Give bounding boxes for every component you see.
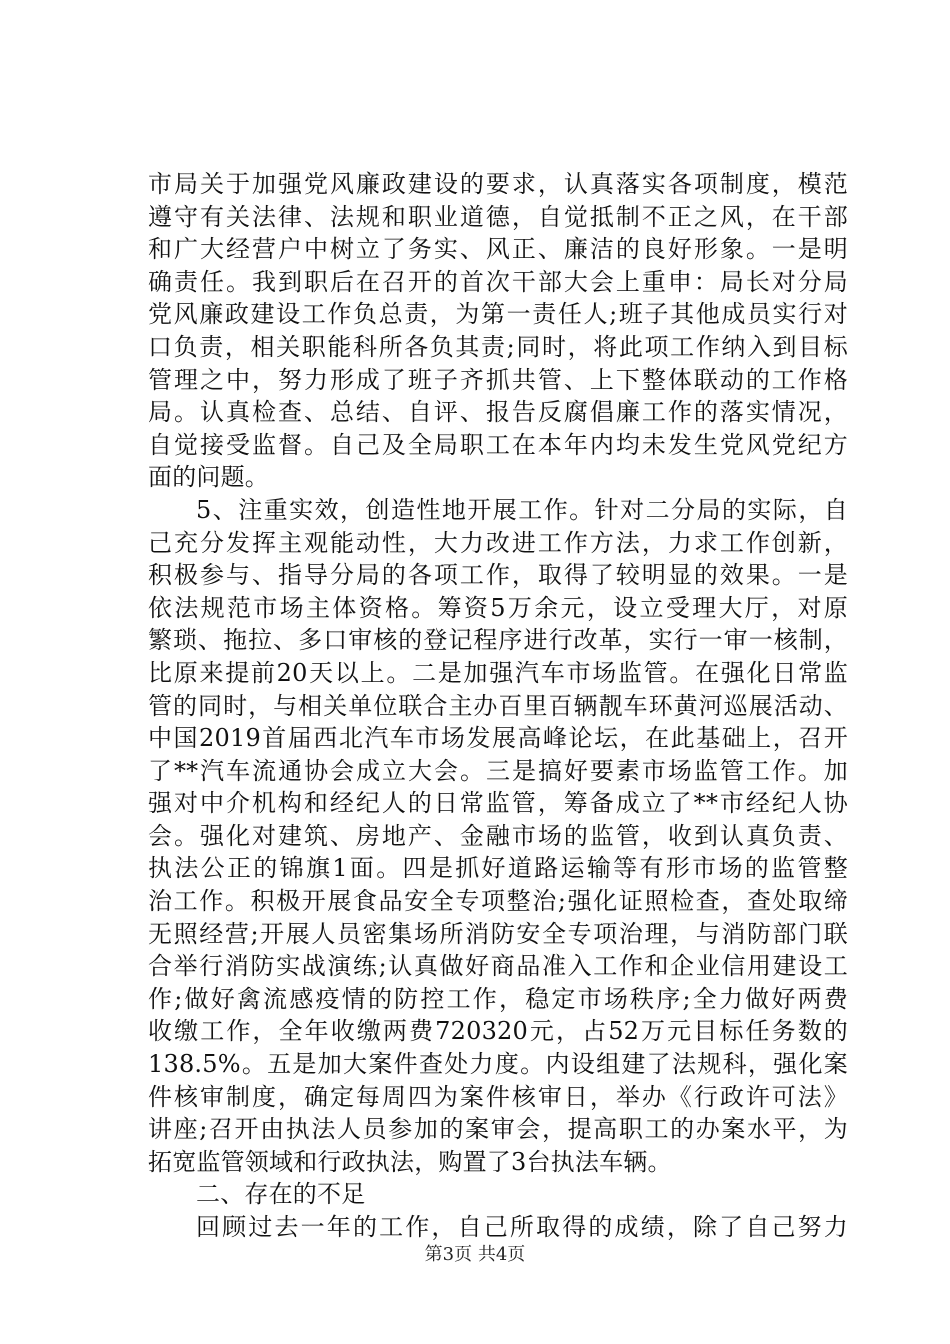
- text-line: 回顾过去一年的工作，自己所取得的成绩，除了自己努力: [196, 1213, 848, 1241]
- text-line: 局。认真检查、总结、自评、报告反腐倡廉工作的落实情况，: [148, 398, 848, 427]
- text-line: 作;做好禽流感疫情的防控工作，稳定市场秩序;全力做好两费: [148, 984, 848, 1013]
- text-line: 收缴工作，全年收缴两费720320元，占52万元目标任务数的: [148, 1017, 848, 1046]
- text-line: 比原来提前20天以上。二是加强汽车市场监管。在强化日常监: [148, 658, 848, 687]
- text-line: 管理之中，努力形成了班子齐抓共管、上下整体联动的工作格: [148, 365, 848, 394]
- text-line: 件核审制度，确定每周四为案件核审日，举办《行政许可法》: [148, 1082, 848, 1111]
- text-line: 合举行消防实战演练;认真做好商品准入工作和企业信用建设工: [148, 952, 848, 981]
- text-line: 口负责，相关职能科所各负其责;同时，将此项工作纳入到目标: [148, 332, 848, 361]
- section-heading: 二、存在的不足: [196, 1180, 366, 1209]
- text-line: 强对中介机构和经纪人的日常监管，筹备成立了**市经纪人协: [148, 789, 848, 818]
- page-footer: [0, 1240, 950, 1266]
- text-line: 己充分发挥主观能动性，大力改进工作方法，力求工作创新，: [148, 528, 848, 557]
- text-line: 讲座;召开由执法人员参加的案审会，提高职工的办案水平，为: [148, 1115, 848, 1144]
- text-line: 无照经营;开展人员密集场所消防安全专项治理，与消防部门联: [148, 919, 848, 948]
- text-line: 中国2019首届西北汽车市场发展高峰论坛，在此基础上，召开: [148, 724, 848, 753]
- text-line: 积极参与、指导分局的各项工作，取得了较明显的效果。一是: [148, 561, 848, 590]
- text-line: 党风廉政建设工作负总责，为第一责任人;班子其他成员实行对: [148, 300, 848, 329]
- text-line: 5、注重实效，创造性地开展工作。针对二分局的实际，自: [196, 495, 848, 524]
- text-line: 依法规范市场主体资格。筹资5万余元，设立受理大厅，对原: [148, 593, 848, 622]
- document-body: [148, 168, 848, 1244]
- text-line: 了**汽车流通协会成立大会。三是搞好要素市场监管工作。加: [148, 756, 848, 785]
- text-line: 遵守有关法律、法规和职业道德，自觉抵制不正之风，在干部: [148, 202, 848, 231]
- text-line: 治工作。积极开展食品安全专项整治;强化证照检查，查处取缔: [148, 887, 848, 916]
- text-line: 自觉接受监督。自己及全局职工在本年内均未发生党风党纪方: [148, 430, 848, 459]
- text-line: 执法公正的锦旗1面。四是抓好道路运输等有形市场的监管整: [148, 854, 848, 883]
- text-line: 面的问题。: [148, 463, 269, 492]
- text-line: 和广大经营户中树立了务实、风正、廉洁的良好形象。一是明: [148, 235, 848, 264]
- page-number: 第3页 共4页: [424, 1244, 526, 1265]
- text-line: 管的同时，与相关单位联合主办百里百辆靓车环黄河巡展活动、: [148, 691, 848, 720]
- text-line: 确责任。我到职后在召开的首次干部大会上重申：局长对分局: [148, 267, 848, 296]
- text-line: 拓宽监管领域和行政执法，购置了3台执法车辆。: [148, 1147, 672, 1176]
- text-line: 繁琐、拖拉、多口审核的登记程序进行改革，实行一审一核制，: [148, 626, 848, 655]
- text-line: 138.5%。五是加大案件查处力度。内设组建了法规科，强化案: [148, 1050, 848, 1079]
- text-line: 市局关于加强党风廉政建设的要求，认真落实各项制度，模范: [148, 170, 848, 198]
- text-line: 会。强化对建筑、房地产、金融市场的监管，收到认真负责、: [148, 821, 848, 850]
